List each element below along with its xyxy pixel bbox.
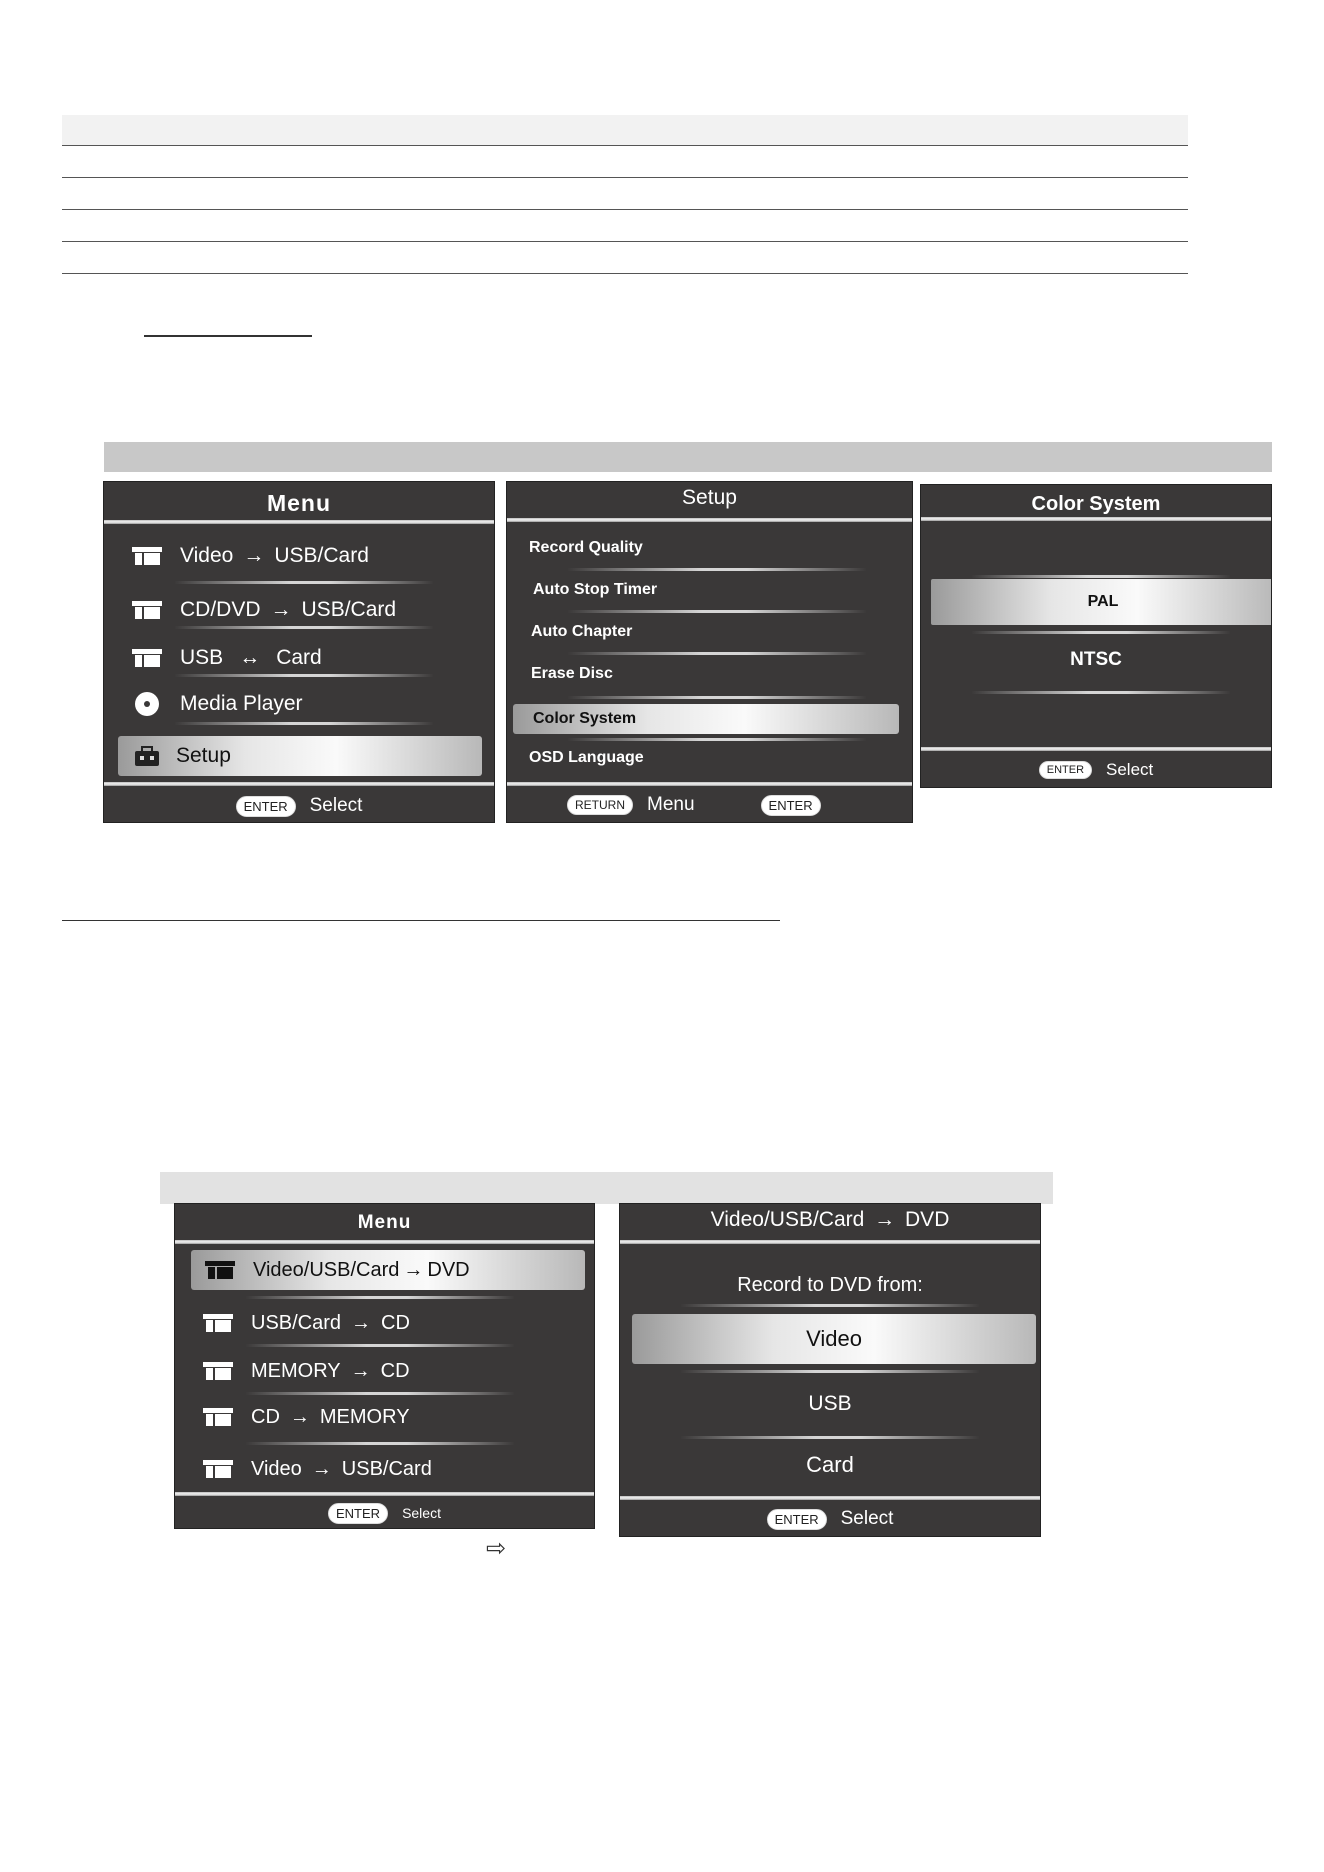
divider: [245, 1442, 515, 1445]
divider: [971, 691, 1231, 694]
panel-title: Color System: [1031, 493, 1161, 515]
footer-menu-label: Menu: [647, 794, 695, 815]
setup-panel: [506, 481, 913, 823]
option-ntsc[interactable]: [921, 635, 1271, 685]
item-source: MEMORY: [251, 1359, 341, 1382]
divider: [680, 1370, 980, 1373]
item-target: Card: [276, 646, 322, 669]
item-source: Video: [180, 544, 234, 567]
disc-icon: [132, 691, 162, 717]
table-row: [62, 210, 1188, 242]
divider: [567, 610, 867, 613]
arrow-right-icon: →: [350, 1359, 371, 1382]
enter-key-icon: ENTER: [761, 795, 821, 816]
menu-item-video-usb-card-dvd[interactable]: [191, 1250, 585, 1290]
footer-select-label: Select: [402, 1505, 441, 1521]
panel-title: [620, 1208, 1040, 1232]
divider: [245, 1296, 515, 1299]
item-label: OSD Language: [529, 749, 644, 766]
divider: [971, 631, 1231, 634]
menu-item-setup[interactable]: [118, 736, 482, 776]
section-underline: [62, 920, 780, 921]
item-target: MEMORY: [319, 1405, 410, 1428]
menu-item-video-usb[interactable]: [104, 532, 494, 580]
item-source: CD: [251, 1405, 280, 1428]
option-label: NTSC: [1070, 649, 1122, 670]
enter-key-icon: ENTER: [328, 1503, 388, 1524]
menu-item-usb-card-cd[interactable]: [175, 1300, 594, 1346]
item-label: Color System: [533, 710, 637, 727]
item-target: USB/Card: [274, 544, 369, 567]
table-row: [62, 178, 1188, 210]
setup-item-color-system[interactable]: [513, 704, 899, 734]
item-label: Auto Chapter: [531, 623, 633, 640]
arrow-right-icon: →: [403, 1258, 424, 1281]
setup-item-auto-chapter[interactable]: [507, 614, 912, 650]
table-row: [62, 146, 1188, 178]
footer-separator: [104, 782, 494, 786]
option-label: Card: [806, 1452, 854, 1477]
option-pal[interactable]: [931, 579, 1272, 625]
divider: [174, 581, 434, 584]
setup-item-auto-stop-timer[interactable]: [507, 572, 912, 608]
enter-key-icon: ENTER: [767, 1509, 827, 1530]
arrow-right-icon: →: [351, 1311, 372, 1334]
divider: [174, 722, 434, 725]
record-icon: [132, 599, 162, 621]
divider: [971, 575, 1231, 578]
record-icon: [203, 1406, 233, 1428]
footer-separator: [175, 1492, 594, 1496]
panel-footer: [507, 788, 912, 822]
menu-panel: [103, 481, 495, 823]
panel-title: Setup: [682, 486, 737, 509]
header-table: [62, 115, 1188, 274]
divider: [245, 1344, 515, 1347]
item-target: USB/Card: [341, 1457, 432, 1480]
item-label: Record Quality: [529, 539, 643, 556]
footer-select-label: Select: [840, 1508, 894, 1529]
menu-item-media-player[interactable]: [104, 680, 494, 728]
footer-separator: [921, 747, 1271, 751]
title-separator: [620, 1240, 1040, 1244]
item-source: USB/Card: [251, 1311, 342, 1334]
panel-footer: [620, 1502, 1040, 1536]
color-system-panel: [920, 484, 1272, 788]
source-option-card[interactable]: [620, 1438, 1040, 1492]
table-row: [62, 242, 1188, 274]
item-target: CD: [381, 1311, 410, 1334]
panel-title: Menu: [266, 490, 332, 516]
record-icon: [203, 1458, 233, 1480]
return-key-icon: RETURN: [567, 795, 633, 815]
title-target: DVD: [905, 1208, 950, 1231]
divider: [680, 1304, 980, 1307]
panel-footer: [175, 1498, 594, 1528]
record-icon: [205, 1259, 235, 1281]
panel-title: Menu: [357, 1212, 412, 1233]
table-header-row: [62, 115, 1188, 146]
enter-key-icon: ENTER: [1039, 761, 1092, 779]
title-source: Video/USB/Card: [710, 1208, 865, 1231]
item-target: CD: [380, 1359, 410, 1382]
menu-item-memory-cd[interactable]: [175, 1348, 594, 1394]
figure-header-bar: [104, 442, 1272, 472]
toolbox-icon: [132, 746, 162, 766]
arrow-both-icon: ↔: [239, 646, 261, 669]
arrow-right-icon: →: [311, 1457, 332, 1480]
record-icon: [203, 1312, 233, 1334]
title-separator: [921, 517, 1271, 521]
title-separator: [104, 520, 494, 524]
item-label: Auto Stop Timer: [533, 581, 658, 598]
arrow-right-icon: →: [874, 1208, 896, 1231]
record-icon: [132, 545, 162, 567]
item-source: USB: [180, 646, 224, 669]
next-arrow-icon: ⇨: [486, 1535, 507, 1562]
arrow-right-icon: →: [243, 544, 265, 567]
record-menu-panel: [174, 1203, 595, 1529]
divider: [174, 626, 434, 629]
option-label: PAL: [1087, 593, 1119, 610]
menu-item-cd-memory[interactable]: [175, 1394, 594, 1440]
item-source: Video/USB/Card: [253, 1258, 400, 1281]
item-target: DVD: [427, 1258, 470, 1281]
figure-header-bar: [160, 1172, 1053, 1204]
record-dvd-panel: [619, 1203, 1041, 1537]
item-target: USB/Card: [301, 598, 397, 621]
divider: [567, 696, 867, 699]
setup-item-osd-language[interactable]: [507, 740, 912, 776]
divider: [174, 674, 434, 677]
arrow-right-icon: →: [289, 1405, 310, 1428]
record-icon: [203, 1360, 233, 1382]
divider: [567, 652, 867, 655]
arrow-right-icon: →: [270, 598, 292, 621]
title-separator: [507, 518, 912, 522]
item-source: Video: [251, 1457, 302, 1480]
record-prompt: Record to DVD from:: [737, 1274, 923, 1296]
footer-select-label: Select: [1106, 760, 1154, 779]
item-label: Erase Disc: [531, 665, 613, 682]
item-source: CD/DVD: [180, 598, 261, 621]
divider: [567, 568, 867, 571]
source-option-usb[interactable]: [620, 1374, 1040, 1434]
panel-footer: [921, 753, 1271, 787]
footer-separator: [620, 1496, 1040, 1500]
item-label: Setup: [176, 744, 231, 767]
footer-separator: [507, 782, 912, 786]
enter-key-icon: ENTER: [236, 796, 296, 817]
panel-footer: [104, 790, 494, 822]
setup-item-erase-disc[interactable]: [507, 656, 912, 692]
item-label: Media Player: [180, 692, 303, 715]
menu-item-video-usb-card[interactable]: [175, 1446, 594, 1492]
option-label: USB: [808, 1392, 852, 1415]
setup-item-record-quality[interactable]: [507, 530, 912, 566]
option-label: Video: [806, 1326, 862, 1351]
footer-select-label: Select: [309, 795, 363, 816]
title-separator: [175, 1240, 594, 1244]
record-icon: [132, 647, 162, 669]
source-option-video[interactable]: [632, 1314, 1036, 1364]
section-underline: [144, 335, 312, 337]
